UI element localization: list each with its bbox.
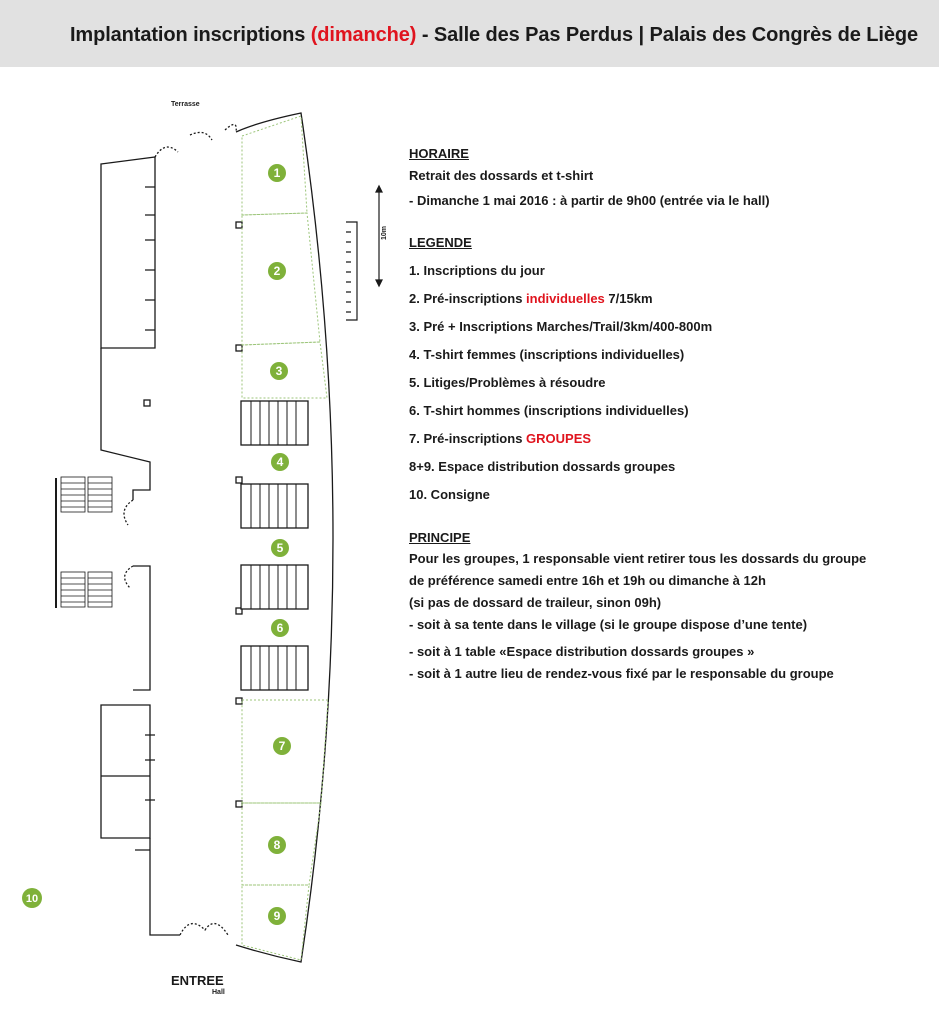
title-text: Implantation inscriptions: [69, 24, 311, 46]
legend-item: 8+9. Espace distribution dossards groupes: [409, 459, 676, 474]
title-text-end: - Salle des Pas Perdus | Palais des Congrès de Liège: [416, 24, 918, 46]
principe-line: - soit à 1 autre lieu de rendez-vous fixé par le responsable du groupe: [409, 666, 834, 681]
terrasse-label: Terrasse: [171, 101, 200, 108]
horaire-line: Retrait des dossards et t-shirt: [409, 168, 594, 183]
zone-1-label: 1: [273, 166, 281, 180]
pillar: [236, 222, 242, 228]
entree-label: ENTREE: [171, 973, 224, 988]
principe-line: - soit à 1 table «Espace distribution dossards groupes »: [409, 644, 755, 659]
pillar: [144, 400, 150, 406]
legend-item-text: 2. Pré-inscriptions: [409, 291, 527, 306]
zone-10-label: 10: [25, 893, 39, 905]
pillar: [236, 345, 242, 351]
legend-item-highlight: individuelles: [526, 291, 605, 306]
legend-item-highlight: GROUPES: [526, 431, 592, 446]
principe-line: de préférence samedi entre 16h et 19h ou dimanche à 12h: [409, 573, 766, 588]
right-wall: [236, 113, 333, 962]
legend-item: [409, 430, 929, 447]
legend-item: 10. Consigne: [409, 487, 490, 502]
top-doors: [155, 124, 236, 157]
principe-line: - soit à sa tente dans le village (si le groupe dispose d’une tente): [409, 617, 808, 632]
legend-item: 1. Inscriptions du jour: [409, 263, 545, 278]
principe-line: Pour les groupes, 1 responsable vient retirer tous les dossards du groupe: [409, 551, 867, 566]
legend-item: 4. T-shirt femmes (inscriptions individuelles): [409, 347, 685, 362]
horaire-title: HORAIRE: [409, 146, 469, 161]
zone-2-label: 2: [273, 264, 281, 278]
left-wall-lower: [150, 838, 180, 935]
zone-7-label: 7: [278, 739, 286, 753]
floor-plan-drawing: [0, 67, 400, 1024]
floor-plan: [0, 67, 400, 1024]
zone-3-label: 3: [275, 364, 283, 378]
scale-bar: [346, 186, 382, 320]
zone-6-label: 6: [276, 621, 284, 635]
legend-item: [409, 290, 929, 307]
bottom-doors: [180, 924, 228, 935]
legend-item-text: 7. Pré-inscriptions: [409, 431, 527, 446]
zone-markers: [22, 164, 291, 925]
pillar: [236, 477, 242, 483]
zone-8-label: 8: [273, 838, 281, 852]
zone-5-label: 5: [276, 541, 284, 555]
side-doors: [124, 500, 133, 588]
horaire-line: - Dimanche 1 mai 2016 : à partir de 9h00 (entrée via le hall): [409, 193, 770, 208]
legend-item: 6. T-shirt hommes (inscriptions individuelles): [409, 403, 689, 418]
legend-item: 3. Pré + Inscriptions Marches/Trail/3km/400-800m: [409, 319, 713, 334]
scale-label: 10m: [381, 225, 388, 240]
legend-item-text: 7/15km: [604, 291, 653, 306]
lower-room-outline: [101, 705, 150, 838]
upper-room-notches: [145, 187, 155, 330]
legende-title: LEGENDE: [409, 235, 472, 250]
pillar: [236, 801, 242, 807]
left-wall-middle: [133, 566, 150, 690]
zone-9-label: 9: [273, 909, 281, 923]
lower-room-notches: [135, 735, 155, 850]
upper-room-outline: [101, 157, 155, 348]
page-title: [70, 24, 918, 47]
hall-label: Hall: [212, 989, 225, 996]
zone-4-label: 4: [276, 455, 284, 469]
legend-item: 5. Litiges/Problèmes à résoudre: [409, 375, 606, 390]
pillar: [236, 698, 242, 704]
info-panel: [409, 145, 929, 682]
principe-line: (si pas de dossard de traileur, sinon 09h): [409, 595, 662, 610]
header-banner: [0, 0, 939, 67]
title-highlight: (dimanche): [310, 24, 417, 46]
principe-title: PRINCIPE: [409, 530, 471, 545]
